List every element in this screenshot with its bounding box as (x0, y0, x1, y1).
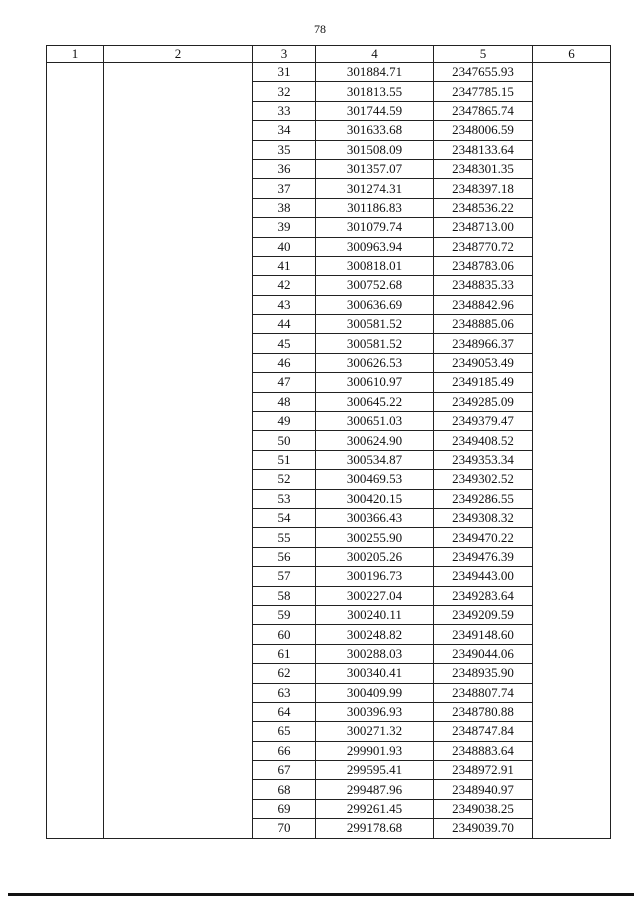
cell-col1-empty (47, 82, 104, 101)
x-coordinate-cell: 300645.22 (316, 392, 434, 411)
column-header-3: 3 (253, 46, 316, 63)
point-number-cell: 33 (253, 101, 316, 120)
point-number-cell: 68 (253, 780, 316, 799)
cell-col6-empty (533, 412, 611, 431)
y-coordinate-cell: 2349038.25 (434, 799, 533, 818)
cell-col1-empty (47, 664, 104, 683)
cell-col2-empty (104, 567, 253, 586)
point-number-cell: 42 (253, 276, 316, 295)
point-number-cell: 51 (253, 450, 316, 469)
cell-col6-empty (533, 353, 611, 372)
point-number-cell: 66 (253, 741, 316, 760)
cell-col1-empty (47, 101, 104, 120)
cell-col6-empty (533, 159, 611, 178)
cell-col2-empty (104, 644, 253, 663)
y-coordinate-cell: 2348133.64 (434, 140, 533, 159)
cell-col2-empty (104, 353, 253, 372)
cell-col1-empty (47, 547, 104, 566)
table-body (47, 63, 611, 839)
table-row (47, 159, 611, 178)
table-row (47, 353, 611, 372)
y-coordinate-cell: 2348835.33 (434, 276, 533, 295)
table-row (47, 508, 611, 527)
y-coordinate-cell: 2348747.84 (434, 722, 533, 741)
cell-col2-empty (104, 179, 253, 198)
table-row (47, 664, 611, 683)
x-coordinate-cell: 300205.26 (316, 547, 434, 566)
cell-col2-empty (104, 140, 253, 159)
x-coordinate-cell: 301744.59 (316, 101, 434, 120)
x-coordinate-cell: 300248.82 (316, 625, 434, 644)
cell-col6-empty (533, 780, 611, 799)
y-coordinate-cell: 2349044.06 (434, 644, 533, 663)
x-coordinate-cell: 300409.99 (316, 683, 434, 702)
cell-col1-empty (47, 198, 104, 217)
y-coordinate-cell: 2348966.37 (434, 334, 533, 353)
cell-col1-empty (47, 63, 104, 82)
cell-col6-empty (533, 470, 611, 489)
y-coordinate-cell: 2348935.90 (434, 664, 533, 683)
x-coordinate-cell: 301186.83 (316, 198, 434, 217)
point-number-cell: 48 (253, 392, 316, 411)
x-coordinate-cell: 300626.53 (316, 353, 434, 372)
cell-col6-empty (533, 586, 611, 605)
y-coordinate-cell: 2349353.34 (434, 450, 533, 469)
cell-col6-empty (533, 799, 611, 818)
cell-col2-empty (104, 431, 253, 450)
column-header-6: 6 (533, 46, 611, 63)
cell-col2-empty (104, 586, 253, 605)
y-coordinate-cell: 2348807.74 (434, 683, 533, 702)
point-number-cell: 31 (253, 63, 316, 82)
table-row (47, 256, 611, 275)
point-number-cell: 64 (253, 702, 316, 721)
table-row (47, 644, 611, 663)
x-coordinate-cell: 300196.73 (316, 567, 434, 586)
table-row (47, 547, 611, 566)
point-number-cell: 58 (253, 586, 316, 605)
table-row (47, 295, 611, 314)
cell-col2-empty (104, 799, 253, 818)
x-coordinate-cell: 301357.07 (316, 159, 434, 178)
y-coordinate-cell: 2349302.52 (434, 470, 533, 489)
x-coordinate-cell: 299595.41 (316, 761, 434, 780)
cell-col6-empty (533, 121, 611, 140)
x-coordinate-cell: 300581.52 (316, 334, 434, 353)
cell-col1-empty (47, 799, 104, 818)
cell-col6-empty (533, 237, 611, 256)
point-number-cell: 69 (253, 799, 316, 818)
y-coordinate-cell: 2349379.47 (434, 412, 533, 431)
cell-col6-empty (533, 315, 611, 334)
cell-col6-empty (533, 82, 611, 101)
table-row (47, 567, 611, 586)
coordinates-table (46, 45, 611, 839)
cell-col1-empty (47, 315, 104, 334)
point-number-cell: 70 (253, 819, 316, 838)
x-coordinate-cell: 300227.04 (316, 586, 434, 605)
point-number-cell: 44 (253, 315, 316, 334)
table-row (47, 702, 611, 721)
y-coordinate-cell: 2349470.22 (434, 528, 533, 547)
cell-col2-empty (104, 528, 253, 547)
page-number: 78 (314, 22, 326, 36)
cell-col1-empty (47, 586, 104, 605)
x-coordinate-cell: 300366.43 (316, 508, 434, 527)
table-row (47, 121, 611, 140)
cell-col2-empty (104, 392, 253, 411)
cell-col2-empty (104, 237, 253, 256)
cell-col1-empty (47, 470, 104, 489)
x-coordinate-cell: 300818.01 (316, 256, 434, 275)
cell-col6-empty (533, 722, 611, 741)
cell-col1-empty (47, 140, 104, 159)
table-row (47, 315, 611, 334)
table-row (47, 237, 611, 256)
x-coordinate-cell: 300610.97 (316, 373, 434, 392)
y-coordinate-cell: 2348536.22 (434, 198, 533, 217)
table-row (47, 605, 611, 624)
header-row (47, 46, 611, 63)
cell-col1-empty (47, 121, 104, 140)
y-coordinate-cell: 2347865.74 (434, 101, 533, 120)
cell-col1-empty (47, 702, 104, 721)
cell-col1-empty (47, 528, 104, 547)
y-coordinate-cell: 2349053.49 (434, 353, 533, 372)
table-row (47, 431, 611, 450)
point-number-cell: 43 (253, 295, 316, 314)
cell-col2-empty (104, 334, 253, 353)
cell-col6-empty (533, 101, 611, 120)
x-coordinate-cell: 299901.93 (316, 741, 434, 760)
cell-col2-empty (104, 547, 253, 566)
point-number-cell: 47 (253, 373, 316, 392)
x-coordinate-cell: 300636.69 (316, 295, 434, 314)
x-coordinate-cell: 301079.74 (316, 218, 434, 237)
point-number-cell: 50 (253, 431, 316, 450)
x-coordinate-cell: 300963.94 (316, 237, 434, 256)
cell-col1-empty (47, 256, 104, 275)
cell-col1-empty (47, 605, 104, 624)
column-header-1: 1 (47, 46, 104, 63)
table-row (47, 722, 611, 741)
y-coordinate-cell: 2349408.52 (434, 431, 533, 450)
x-coordinate-cell: 300240.11 (316, 605, 434, 624)
cell-col2-empty (104, 315, 253, 334)
y-coordinate-cell: 2349148.60 (434, 625, 533, 644)
cell-col6-empty (533, 140, 611, 159)
cell-col6-empty (533, 256, 611, 275)
point-number-cell: 37 (253, 179, 316, 198)
y-coordinate-cell: 2349039.70 (434, 819, 533, 838)
cell-col6-empty (533, 179, 611, 198)
point-number-cell: 55 (253, 528, 316, 547)
y-coordinate-cell: 2348883.64 (434, 741, 533, 760)
cell-col1-empty (47, 431, 104, 450)
cell-col1-empty (47, 489, 104, 508)
table-row (47, 63, 611, 82)
cell-col6-empty (533, 819, 611, 838)
point-number-cell: 40 (253, 237, 316, 256)
cell-col2-empty (104, 508, 253, 527)
table-row (47, 179, 611, 198)
cell-col1-empty (47, 644, 104, 663)
table-row (47, 528, 611, 547)
y-coordinate-cell: 2348770.72 (434, 237, 533, 256)
table-row (47, 450, 611, 469)
column-header-5: 5 (434, 46, 533, 63)
cell-col6-empty (533, 761, 611, 780)
point-number-cell: 53 (253, 489, 316, 508)
x-coordinate-cell: 301884.71 (316, 63, 434, 82)
cell-col2-empty (104, 101, 253, 120)
cell-col2-empty (104, 82, 253, 101)
x-coordinate-cell: 300288.03 (316, 644, 434, 663)
point-number-cell: 52 (253, 470, 316, 489)
cell-col2-empty (104, 63, 253, 82)
table-row (47, 101, 611, 120)
cell-col2-empty (104, 625, 253, 644)
cell-col2-empty (104, 683, 253, 702)
y-coordinate-cell: 2347785.15 (434, 82, 533, 101)
cell-col2-empty (104, 741, 253, 760)
cell-col1-empty (47, 218, 104, 237)
table-row (47, 82, 611, 101)
point-number-cell: 60 (253, 625, 316, 644)
point-number-cell: 67 (253, 761, 316, 780)
cell-col6-empty (533, 431, 611, 450)
x-coordinate-cell: 300469.53 (316, 470, 434, 489)
table-row (47, 334, 611, 353)
table-row (47, 373, 611, 392)
point-number-cell: 34 (253, 121, 316, 140)
table-row (47, 683, 611, 702)
cell-col6-empty (533, 567, 611, 586)
cell-col6-empty (533, 702, 611, 721)
table-row (47, 198, 611, 217)
cell-col2-empty (104, 256, 253, 275)
column-header-4: 4 (316, 46, 434, 63)
y-coordinate-cell: 2348783.06 (434, 256, 533, 275)
cell-col6-empty (533, 334, 611, 353)
cell-col2-empty (104, 702, 253, 721)
cell-col1-empty (47, 373, 104, 392)
cell-col2-empty (104, 295, 253, 314)
y-coordinate-cell: 2349308.32 (434, 508, 533, 527)
cell-col1-empty (47, 450, 104, 469)
cell-col2-empty (104, 489, 253, 508)
table-row (47, 470, 611, 489)
cell-col1-empty (47, 353, 104, 372)
x-coordinate-cell: 300396.93 (316, 702, 434, 721)
x-coordinate-cell: 301633.68 (316, 121, 434, 140)
cell-col1-empty (47, 567, 104, 586)
y-coordinate-cell: 2349185.49 (434, 373, 533, 392)
y-coordinate-cell: 2349285.09 (434, 392, 533, 411)
cell-col1-empty (47, 625, 104, 644)
cell-col1-empty (47, 780, 104, 799)
table-row (47, 140, 611, 159)
x-coordinate-cell: 301274.31 (316, 179, 434, 198)
table-row (47, 761, 611, 780)
cell-col6-empty (533, 450, 611, 469)
x-coordinate-cell: 300752.68 (316, 276, 434, 295)
y-coordinate-cell: 2349286.55 (434, 489, 533, 508)
cell-col1-empty (47, 741, 104, 760)
cell-col6-empty (533, 683, 611, 702)
cell-col6-empty (533, 295, 611, 314)
point-number-cell: 61 (253, 644, 316, 663)
cell-col6-empty (533, 373, 611, 392)
cell-col1-empty (47, 159, 104, 178)
y-coordinate-cell: 2348940.97 (434, 780, 533, 799)
cell-col2-empty (104, 218, 253, 237)
x-coordinate-cell: 300581.52 (316, 315, 434, 334)
cell-col1-empty (47, 761, 104, 780)
point-number-cell: 45 (253, 334, 316, 353)
cell-col2-empty (104, 121, 253, 140)
table-row (47, 799, 611, 818)
y-coordinate-cell: 2349283.64 (434, 586, 533, 605)
cell-col2-empty (104, 276, 253, 295)
cell-col6-empty (533, 508, 611, 527)
cell-col2-empty (104, 605, 253, 624)
cell-col6-empty (533, 547, 611, 566)
x-coordinate-cell: 300340.41 (316, 664, 434, 683)
cell-col2-empty (104, 412, 253, 431)
point-number-cell: 54 (253, 508, 316, 527)
point-number-cell: 63 (253, 683, 316, 702)
table-row (47, 218, 611, 237)
table-row (47, 625, 611, 644)
y-coordinate-cell: 2348713.00 (434, 218, 533, 237)
y-coordinate-cell: 2349476.39 (434, 547, 533, 566)
y-coordinate-cell: 2348397.18 (434, 179, 533, 198)
cell-col1-empty (47, 334, 104, 353)
cell-col6-empty (533, 198, 611, 217)
cell-col1-empty (47, 276, 104, 295)
cell-col2-empty (104, 722, 253, 741)
point-number-cell: 32 (253, 82, 316, 101)
y-coordinate-cell: 2348842.96 (434, 295, 533, 314)
point-number-cell: 39 (253, 218, 316, 237)
cell-col1-empty (47, 392, 104, 411)
point-number-cell: 46 (253, 353, 316, 372)
cell-col6-empty (533, 218, 611, 237)
cell-col1-empty (47, 237, 104, 256)
cell-col2-empty (104, 159, 253, 178)
point-number-cell: 59 (253, 605, 316, 624)
cell-col6-empty (533, 664, 611, 683)
table-row (47, 780, 611, 799)
x-coordinate-cell: 300420.15 (316, 489, 434, 508)
cell-col1-empty (47, 412, 104, 431)
table-row (47, 392, 611, 411)
cell-col2-empty (104, 819, 253, 838)
point-number-cell: 65 (253, 722, 316, 741)
x-coordinate-cell: 300624.90 (316, 431, 434, 450)
x-coordinate-cell: 300271.32 (316, 722, 434, 741)
point-number-cell: 57 (253, 567, 316, 586)
table-row (47, 819, 611, 838)
cell-col2-empty (104, 761, 253, 780)
cell-col6-empty (533, 489, 611, 508)
y-coordinate-cell: 2347655.93 (434, 63, 533, 82)
point-number-cell: 41 (253, 256, 316, 275)
cell-col2-empty (104, 664, 253, 683)
point-number-cell: 56 (253, 547, 316, 566)
x-coordinate-cell: 299487.96 (316, 780, 434, 799)
y-coordinate-cell: 2348006.59 (434, 121, 533, 140)
table-row (47, 741, 611, 760)
table-row (47, 489, 611, 508)
cell-col6-empty (533, 528, 611, 547)
x-coordinate-cell: 300534.87 (316, 450, 434, 469)
table-header (47, 46, 611, 63)
cell-col6-empty (533, 276, 611, 295)
point-number-cell: 38 (253, 198, 316, 217)
cell-col1-empty (47, 683, 104, 702)
cell-col6-empty (533, 392, 611, 411)
point-number-cell: 35 (253, 140, 316, 159)
point-number-cell: 49 (253, 412, 316, 431)
cell-col6-empty (533, 63, 611, 82)
cell-col2-empty (104, 470, 253, 489)
cell-col6-empty (533, 741, 611, 760)
cell-col2-empty (104, 198, 253, 217)
cell-col2-empty (104, 450, 253, 469)
table-row (47, 586, 611, 605)
x-coordinate-cell: 301813.55 (316, 82, 434, 101)
cell-col1-empty (47, 819, 104, 838)
x-coordinate-cell: 301508.09 (316, 140, 434, 159)
x-coordinate-cell: 300255.90 (316, 528, 434, 547)
cell-col6-empty (533, 644, 611, 663)
cell-col1-empty (47, 508, 104, 527)
point-number-cell: 62 (253, 664, 316, 683)
y-coordinate-cell: 2348301.35 (434, 159, 533, 178)
y-coordinate-cell: 2348780.88 (434, 702, 533, 721)
y-coordinate-cell: 2349443.00 (434, 567, 533, 586)
y-coordinate-cell: 2348885.06 (434, 315, 533, 334)
cell-col1-empty (47, 179, 104, 198)
table-row (47, 412, 611, 431)
x-coordinate-cell: 299178.68 (316, 819, 434, 838)
y-coordinate-cell: 2348972.91 (434, 761, 533, 780)
y-coordinate-cell: 2349209.59 (434, 605, 533, 624)
x-coordinate-cell: 299261.45 (316, 799, 434, 818)
cell-col6-empty (533, 625, 611, 644)
cell-col6-empty (533, 605, 611, 624)
point-number-cell: 36 (253, 159, 316, 178)
cell-col1-empty (47, 722, 104, 741)
footer-rule (8, 893, 634, 896)
cell-col1-empty (47, 295, 104, 314)
cell-col2-empty (104, 373, 253, 392)
table-row (47, 276, 611, 295)
column-header-2: 2 (104, 46, 253, 63)
x-coordinate-cell: 300651.03 (316, 412, 434, 431)
cell-col2-empty (104, 780, 253, 799)
